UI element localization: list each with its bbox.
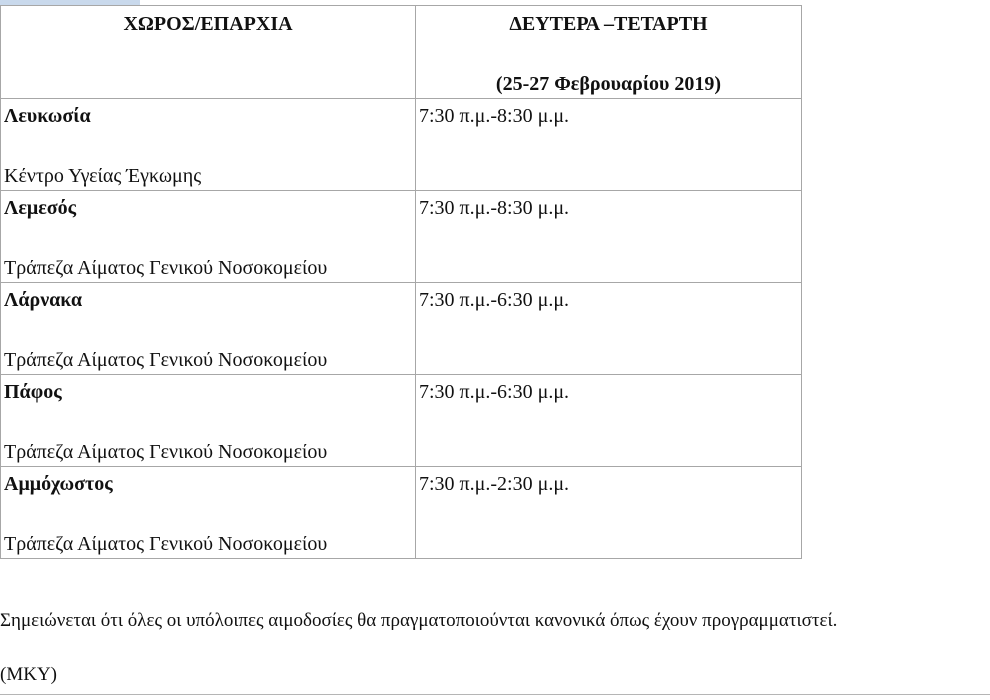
place-name: Τράπεζα Αίματος Γενικού Νοσοκομείου	[4, 257, 328, 279]
blood-donation-schedule-table	[0, 5, 802, 559]
bottom-divider	[0, 694, 990, 695]
district-name: Λευκωσία	[4, 105, 91, 127]
place-name: Τράπεζα Αίματος Γενικού Νοσοκομείου	[4, 349, 328, 371]
hours-text: 7:30 π.μ.-8:30 μ.μ.	[419, 105, 570, 127]
table-row	[1, 283, 802, 375]
header-location-label: ΧΩΡΟΣ/ΕΠΑΡΧΙΑ	[123, 13, 293, 35]
hours-cell	[416, 375, 802, 467]
header-dates-label: (25-27 Φεβρουαρίου 2019)	[495, 73, 722, 95]
header-days	[416, 6, 802, 99]
hours-cell	[416, 467, 802, 559]
place-name: Τράπεζα Αίματος Γενικού Νοσοκομείου	[4, 441, 328, 463]
table-row	[1, 191, 802, 283]
location-cell	[1, 99, 416, 191]
table-row	[1, 99, 802, 191]
place-name: Τράπεζα Αίματος Γενικού Νοσοκομείου	[4, 533, 328, 555]
location-cell	[1, 467, 416, 559]
place-name: Κέντρο Υγείας Έγκωμης	[4, 165, 202, 187]
hours-text: 7:30 π.μ.-6:30 μ.μ.	[419, 381, 570, 403]
table-row	[1, 375, 802, 467]
district-name: Αμμόχωστος	[4, 473, 113, 495]
note-paragraph: Σημειώνεται ότι όλες οι υπόλοιπες αιμοδοσίες θα πραγματοποιούνται κανονικά όπως έχουν προγραμματιστεί.	[0, 610, 838, 631]
header-days-label: ΔΕΥΤΕΡΑ –ΤΕΤΑΡΤΗ	[509, 13, 708, 35]
district-name: Πάφος	[4, 381, 62, 403]
header-location	[1, 6, 416, 99]
hours-cell	[416, 99, 802, 191]
district-name: Λεμεσός	[4, 197, 77, 219]
district-name: Λάρνακα	[4, 289, 82, 311]
location-cell	[1, 375, 416, 467]
table-row	[1, 467, 802, 559]
hours-cell	[416, 283, 802, 375]
hours-text: 7:30 π.μ.-8:30 μ.μ.	[419, 197, 570, 219]
hours-text: 7:30 π.μ.-2:30 μ.μ.	[419, 473, 570, 495]
hours-text: 7:30 π.μ.-6:30 μ.μ.	[419, 289, 570, 311]
table-header-row	[1, 6, 802, 99]
location-cell	[1, 191, 416, 283]
source-attribution: (ΜΚΥ)	[0, 664, 57, 685]
hours-cell	[416, 191, 802, 283]
location-cell	[1, 283, 416, 375]
